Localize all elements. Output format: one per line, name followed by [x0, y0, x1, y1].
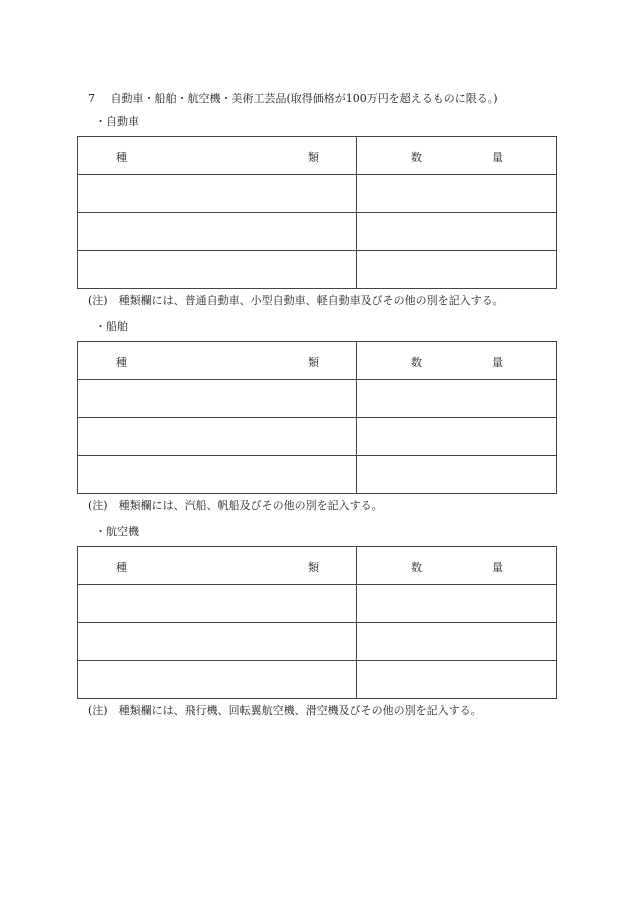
section-number: 7	[88, 92, 95, 105]
header-kind-char-2: 類	[308, 151, 319, 164]
kind-cell[interactable]	[78, 585, 357, 623]
header-kind	[78, 547, 357, 585]
header-quantity-char-2: 量	[492, 356, 503, 369]
quantity-cell[interactable]	[357, 213, 557, 251]
note-aircraft: (注) 種類欄には、飛行機、回転翼航空機、滑空機及びその他の別を記入する。	[88, 704, 482, 717]
subsection-label-ship: ・船舶	[95, 320, 128, 333]
automobile-table	[77, 136, 557, 289]
table-row	[78, 251, 557, 289]
header-quantity	[357, 547, 557, 585]
note-automobile: (注) 種類欄には、普通自動車、小型自動車、軽自動車及びその他の別を記入する。	[88, 294, 504, 307]
quantity-cell[interactable]	[357, 623, 557, 661]
header-quantity-char-1: 数	[411, 356, 422, 369]
table-row	[78, 213, 557, 251]
note-ship: (注) 種類欄には、汽船、帆船及びその他の別を記入する。	[88, 499, 383, 512]
quantity-cell[interactable]	[357, 380, 557, 418]
header-kind-char-1: 種	[116, 151, 127, 164]
subsection-label-aircraft: ・航空機	[95, 525, 139, 538]
header-kind-char-1: 種	[116, 356, 127, 369]
kind-cell[interactable]	[78, 251, 357, 289]
section-title: 自動車・船舶・航空機・美術工芸品(取得価格が100万円を超えるものに限る。)	[110, 92, 498, 105]
header-row	[78, 137, 557, 175]
header-quantity-char-2: 量	[492, 151, 503, 164]
header-row	[78, 342, 557, 380]
kind-cell[interactable]	[78, 380, 357, 418]
table-row	[78, 380, 557, 418]
kind-cell[interactable]	[78, 661, 357, 699]
table-row	[78, 175, 557, 213]
table-row	[78, 623, 557, 661]
kind-cell[interactable]	[78, 456, 357, 494]
header-quantity	[357, 137, 557, 175]
header-kind-char-1: 種	[116, 561, 127, 574]
table-row	[78, 661, 557, 699]
table-row	[78, 585, 557, 623]
table-row	[78, 418, 557, 456]
table-row	[78, 456, 557, 494]
quantity-cell[interactable]	[357, 251, 557, 289]
quantity-cell[interactable]	[357, 456, 557, 494]
header-quantity-char-1: 数	[411, 561, 422, 574]
header-kind	[78, 342, 357, 380]
header-row	[78, 547, 557, 585]
aircraft-table	[77, 546, 557, 699]
quantity-cell[interactable]	[357, 418, 557, 456]
header-kind-char-2: 類	[308, 561, 319, 574]
quantity-cell[interactable]	[357, 175, 557, 213]
section-heading	[88, 90, 498, 106]
kind-cell[interactable]	[78, 418, 357, 456]
kind-cell[interactable]	[78, 623, 357, 661]
kind-cell[interactable]	[78, 175, 357, 213]
kind-cell[interactable]	[78, 213, 357, 251]
header-quantity-char-1: 数	[411, 151, 422, 164]
ship-table	[77, 341, 557, 494]
header-quantity	[357, 342, 557, 380]
quantity-cell[interactable]	[357, 661, 557, 699]
header-quantity-char-2: 量	[492, 561, 503, 574]
header-kind	[78, 137, 357, 175]
subsection-label-automobile: ・自動車	[95, 115, 139, 128]
quantity-cell[interactable]	[357, 585, 557, 623]
header-kind-char-2: 類	[308, 356, 319, 369]
